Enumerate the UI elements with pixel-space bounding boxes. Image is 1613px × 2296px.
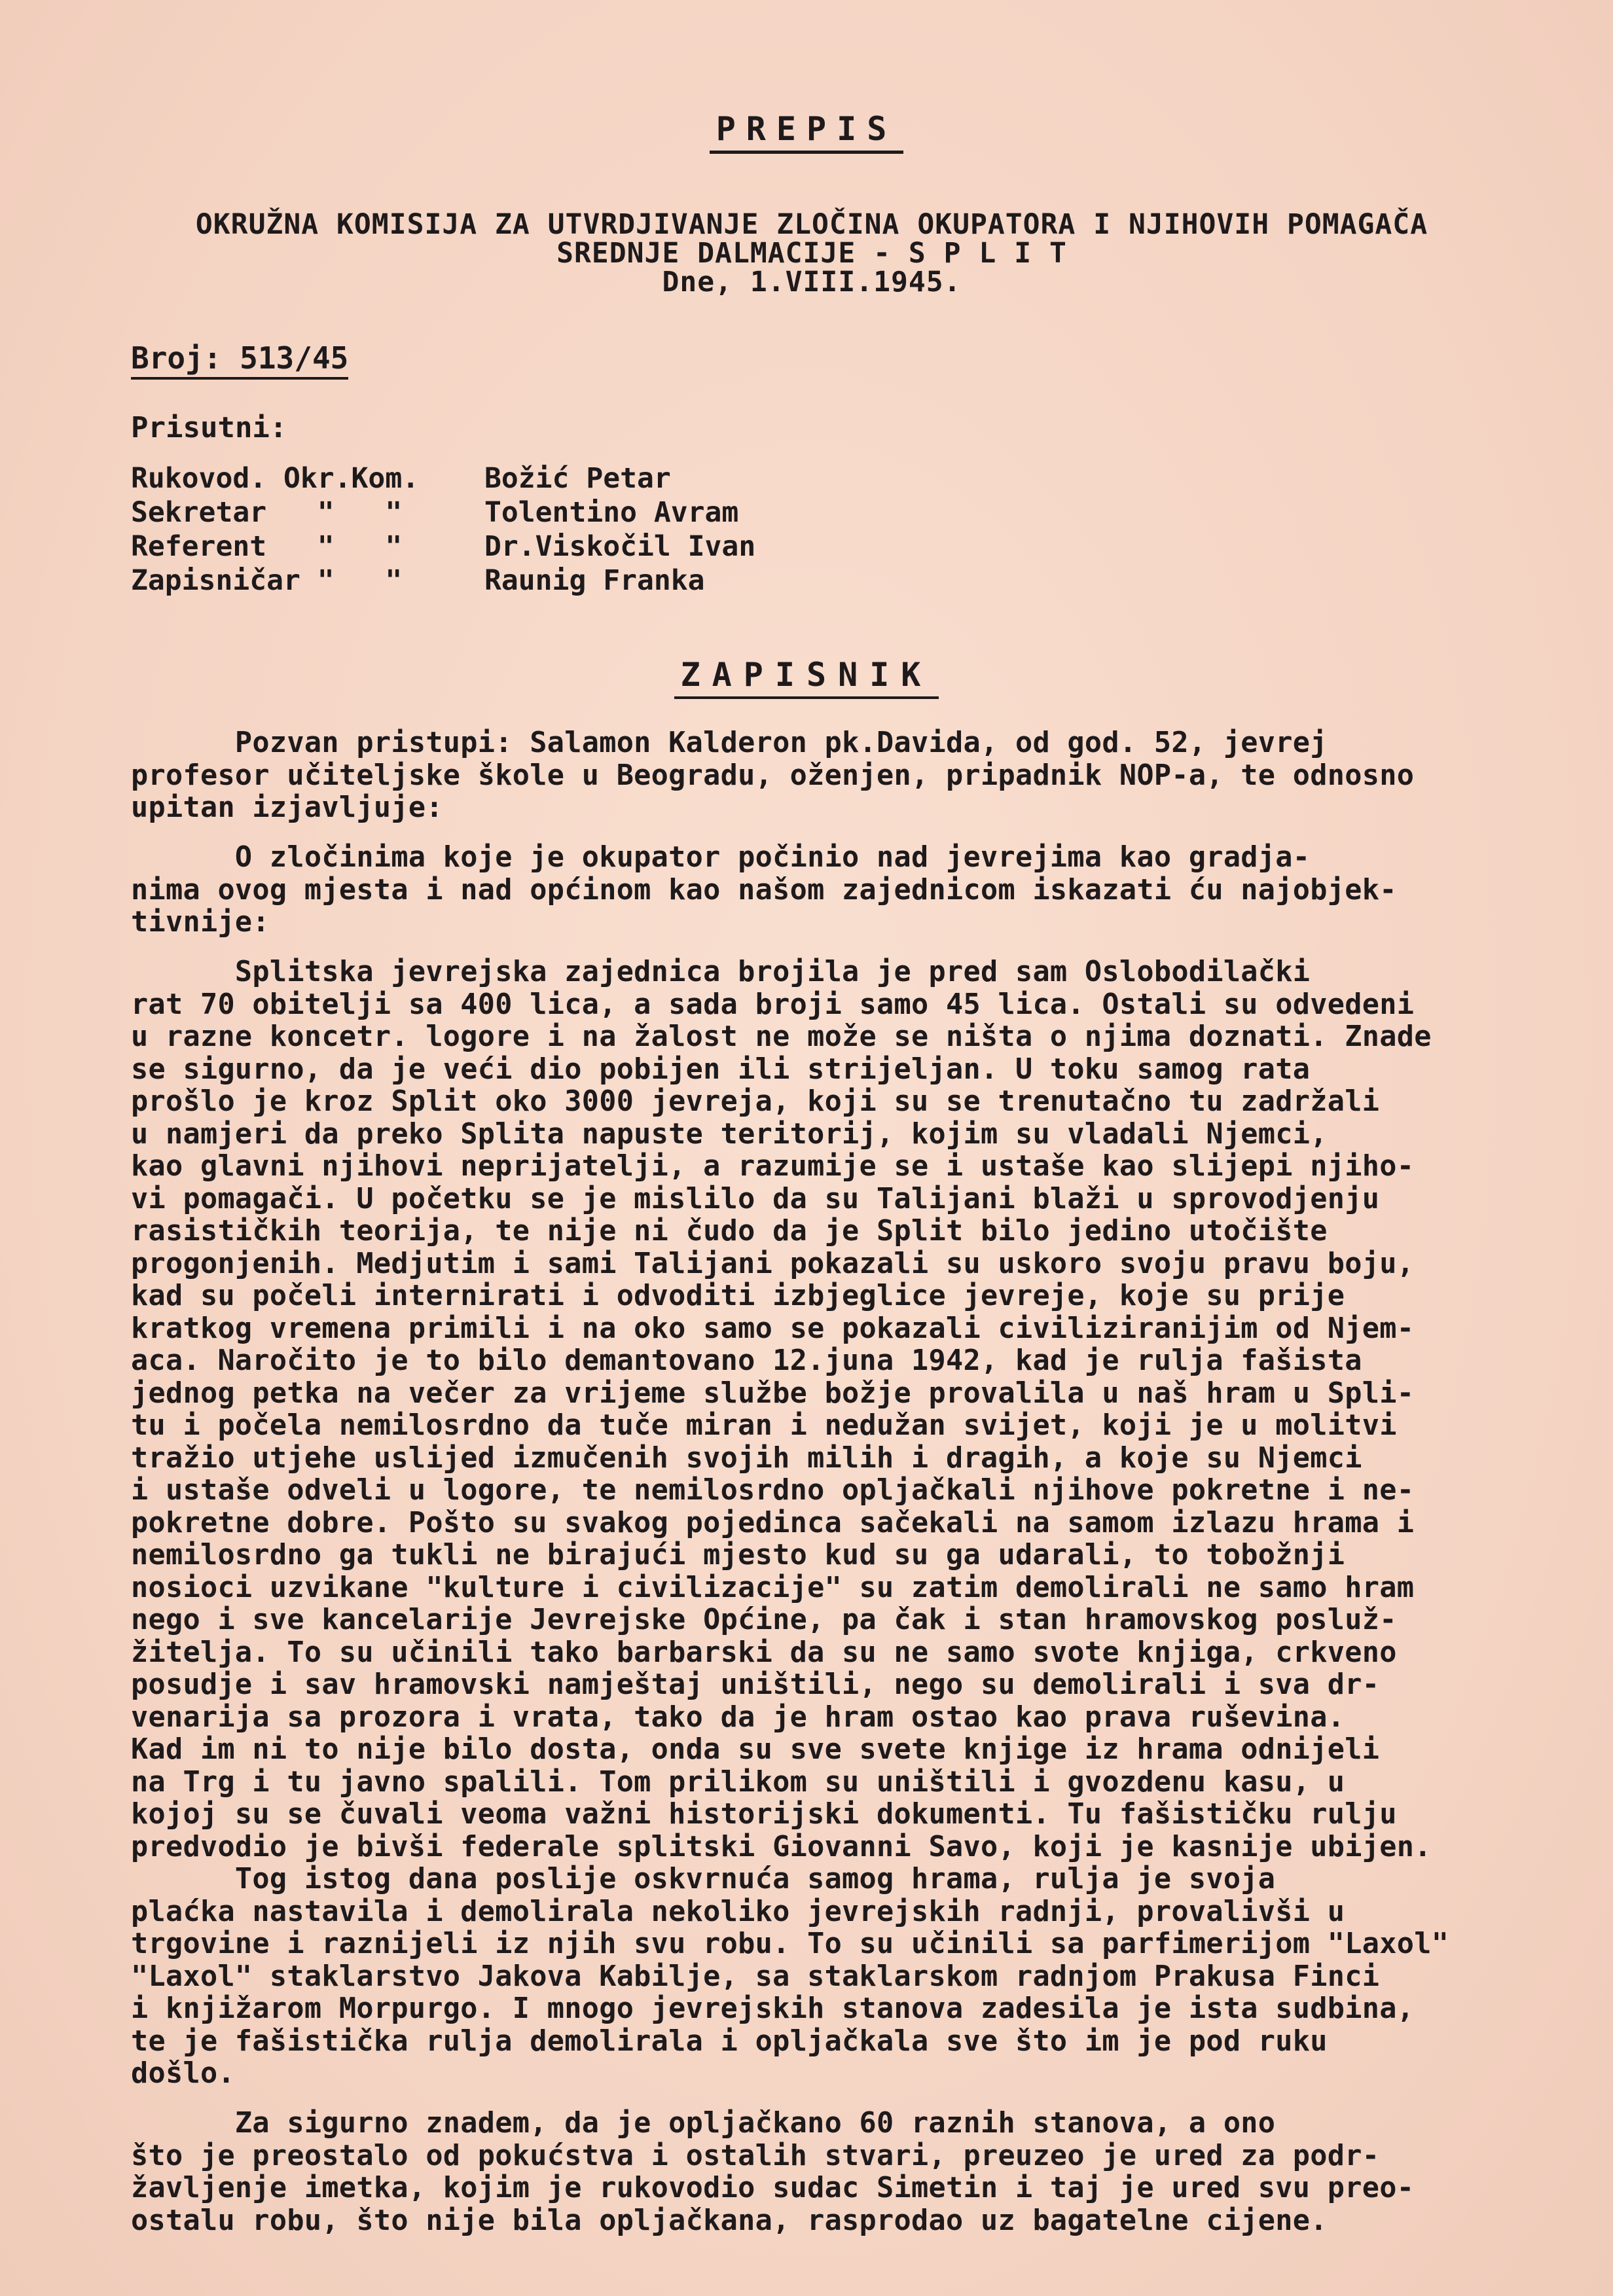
text-line: rasističkih teorija, te nije ni čudo da je Split bilo jedino utočište	[131, 1215, 1328, 1247]
text-line: došlo.	[131, 2057, 235, 2090]
commission-name: OKRUŽNA KOMISIJA ZA UTVRDJIVANJE ZLOČINA OKUPATORA I NJIHOVIH POMAGAČA	[195, 208, 1428, 241]
text-line: što je preostalo od pokućstva i ostalih stvari, preuzeo je ured za podr-	[131, 2139, 1380, 2172]
text-line: venarija sa prozora i vrata, tako da je hram ostao kao prava ruševina.	[131, 1700, 1345, 1734]
record-title	[0, 656, 1613, 694]
text-line: kad su počeli internirati i odvoditi izbjeglice jevreje, koje su prije	[131, 1280, 1345, 1312]
text-line: upitan izjavljuje:	[131, 791, 443, 824]
present-row	[131, 496, 738, 529]
text-line: progonjenih. Medjutim i sami Talijani pokazali su uskoro svoju pravu boju,	[131, 1247, 1415, 1280]
text-line: plaćka nastavila i demolirala nekoliko jevrejskih radnji, provalivši u	[131, 1895, 1345, 1928]
text-line: tu i počela nemilosrdno da tuče miran i nedužan svijet, koji je u molitvi	[131, 1409, 1397, 1442]
text-line: te je fašistička rulja demolirala i opljačkala sve što im je pod ruku	[131, 2024, 1328, 2058]
present-name: Tolentino Avram	[484, 496, 739, 529]
commission-region: SREDNJE DALMACIJE - S P L I T	[556, 237, 1067, 270]
text-line: trgovine i raznijeli iz njih svu robu. To su učinili sa parfimerijom "Laxol"	[131, 1928, 1449, 1960]
present-row	[131, 462, 671, 495]
text-line: žitelja. To su učinili tako barbarski da su ne samo svote knjiga, crkveno	[131, 1636, 1397, 1669]
text-line: nego i sve kancelarije Jevrejske Općine, pa čak i stan hramovskog posluž-	[131, 1604, 1397, 1636]
present-name: Raunig Franka	[484, 564, 705, 597]
text-line: kao glavni njihovi neprijatelji, a razumije se i ustaše kao slijepi njiho-	[131, 1150, 1415, 1183]
text-line: u namjeri da preko Splita napuste teritorij, kojim su vladali Njemci,	[131, 1117, 1328, 1151]
text-line: u razne koncetr. logore i na žalost ne može se ništa o njima doznati. Znade	[131, 1020, 1432, 1053]
text-line: Kad im ni to nije bilo dosta, onda su sve svete knjige iz hrama odnijeli	[131, 1733, 1380, 1766]
present-name: Dr.Viskočil Ivan	[484, 530, 756, 563]
text-line: Za sigurno znadem, da je opljačkano 60 raznih stanova, a ono	[131, 2107, 1276, 2140]
text-line: prošlo je kroz Split oko 3000 jevreja, koji su se trenutačno tu zadržali	[131, 1085, 1380, 1118]
text-line: i ustaše odveli u logore, te nemilosrdno opljačkali njihove pokretne i ne-	[131, 1474, 1415, 1507]
text-line: tivnije:	[131, 906, 270, 939]
text-line: nemilosrdno ga tukli ne birajući mjesto kud su ga udarali, to tobožnji	[131, 1539, 1345, 1571]
present-row	[131, 530, 755, 563]
present-role: Referent " "	[131, 530, 403, 563]
text-line: ostalu robu, što nije bila opljačkana, rasprodao uz bagatelne cijene.	[131, 2204, 1328, 2237]
text-line: žavljenje imetka, kojim je rukovodio sudac Simetin i taj je ured svu preo-	[131, 2172, 1415, 2204]
text-line: kratkog vremena primili i na oko samo se pokazali civiliziranijim od Njem-	[131, 1312, 1415, 1345]
text-line: tražio utjehe uslijed izmučenih svojih milih i dragih, a koje su Njemci	[131, 1441, 1362, 1475]
text-line: jednog petka na večer za vrijeme službe božje provalila u naš hram u Spli-	[131, 1376, 1415, 1410]
text-line: pokretne dobre. Pošto su svakog pojedinca sačekali na samom izlazu hrama i	[131, 1506, 1415, 1539]
present-row	[131, 564, 705, 597]
text-line: nosioci uzvikane "kulture i civilizacije" su zatim demolirali ne samo hram	[131, 1571, 1415, 1604]
present-name: Božić Petar	[484, 462, 671, 495]
document-number: Broj: 513/45	[131, 340, 348, 380]
text-line: profesor učiteljske škole u Beogradu, oženjen, pripadnik NOP-a, te odnosno	[131, 759, 1415, 792]
text-line: se sigurno, da je veći dio pobijen ili strijeljan. U toku samog rata	[131, 1052, 1311, 1086]
title-text: PREPIS	[710, 110, 904, 154]
record-title-text: ZAPISNIK	[674, 656, 939, 699]
text-line: nima ovog mjesta i nad općinom kao našom zajednicom iskazati ću najobjek-	[131, 873, 1397, 906]
text-line: Pozvan pristupi: Salamon Kalderon pk.Davida, od god. 52, jevrej	[131, 726, 1328, 759]
present-label: Prisutni:	[131, 411, 287, 444]
present-role: Zapisničar " "	[131, 564, 403, 597]
text-line: Splitska jevrejska zajednica brojila je pred sam Oslobodilački	[131, 956, 1311, 988]
present-role: Rukovod. Okr.Kom.	[131, 462, 420, 495]
text-line: rat 70 obitelji sa 400 lica, a sada broji samo 45 lica. Ostali su odvedeni	[131, 988, 1415, 1021]
text-line: kojoj su se čuvali veoma važni historijski dokumenti. Tu fašističku rulju	[131, 1798, 1397, 1831]
document-date: Dne, 1.VIII.1945.	[662, 266, 962, 298]
page-title	[0, 110, 1613, 148]
text-line: aca. Naročito je to bilo demantovano 12.juna 1942, kad je rulja fašista	[131, 1344, 1362, 1377]
text-line: O zločinima koje je okupator počinio nad jevrejima kao gradja-	[131, 841, 1311, 874]
text-line: posudje i sav hramovski namještaj uništili, nego su demolirali i sva dr-	[131, 1668, 1380, 1701]
text-line: Tog istog dana poslije oskvrnuća samog hrama, rulja je svoja	[131, 1863, 1276, 1895]
text-line: vi pomagači. U početku se je mislilo da su Talijani blaži u sprovodjenju	[131, 1182, 1380, 1215]
text-line: predvodio je bivši federale splitski Giovanni Savo, koji je kasnije ubijen.	[131, 1830, 1432, 1863]
text-line: "Laxol" staklarstvo Jakova Kabilje, sa staklarskom radnjom Prakusa Finci	[131, 1960, 1380, 1993]
present-role: Sekretar " "	[131, 496, 403, 529]
text-line: na Trg i tu javno spalili. Tom prilikom su uništili i gvozdenu kasu, u	[131, 1765, 1345, 1799]
text-line: i knjižarom Morpurgo. I mnogo jevrejskih stanova zadesila je ista sudbina,	[131, 1992, 1415, 2025]
